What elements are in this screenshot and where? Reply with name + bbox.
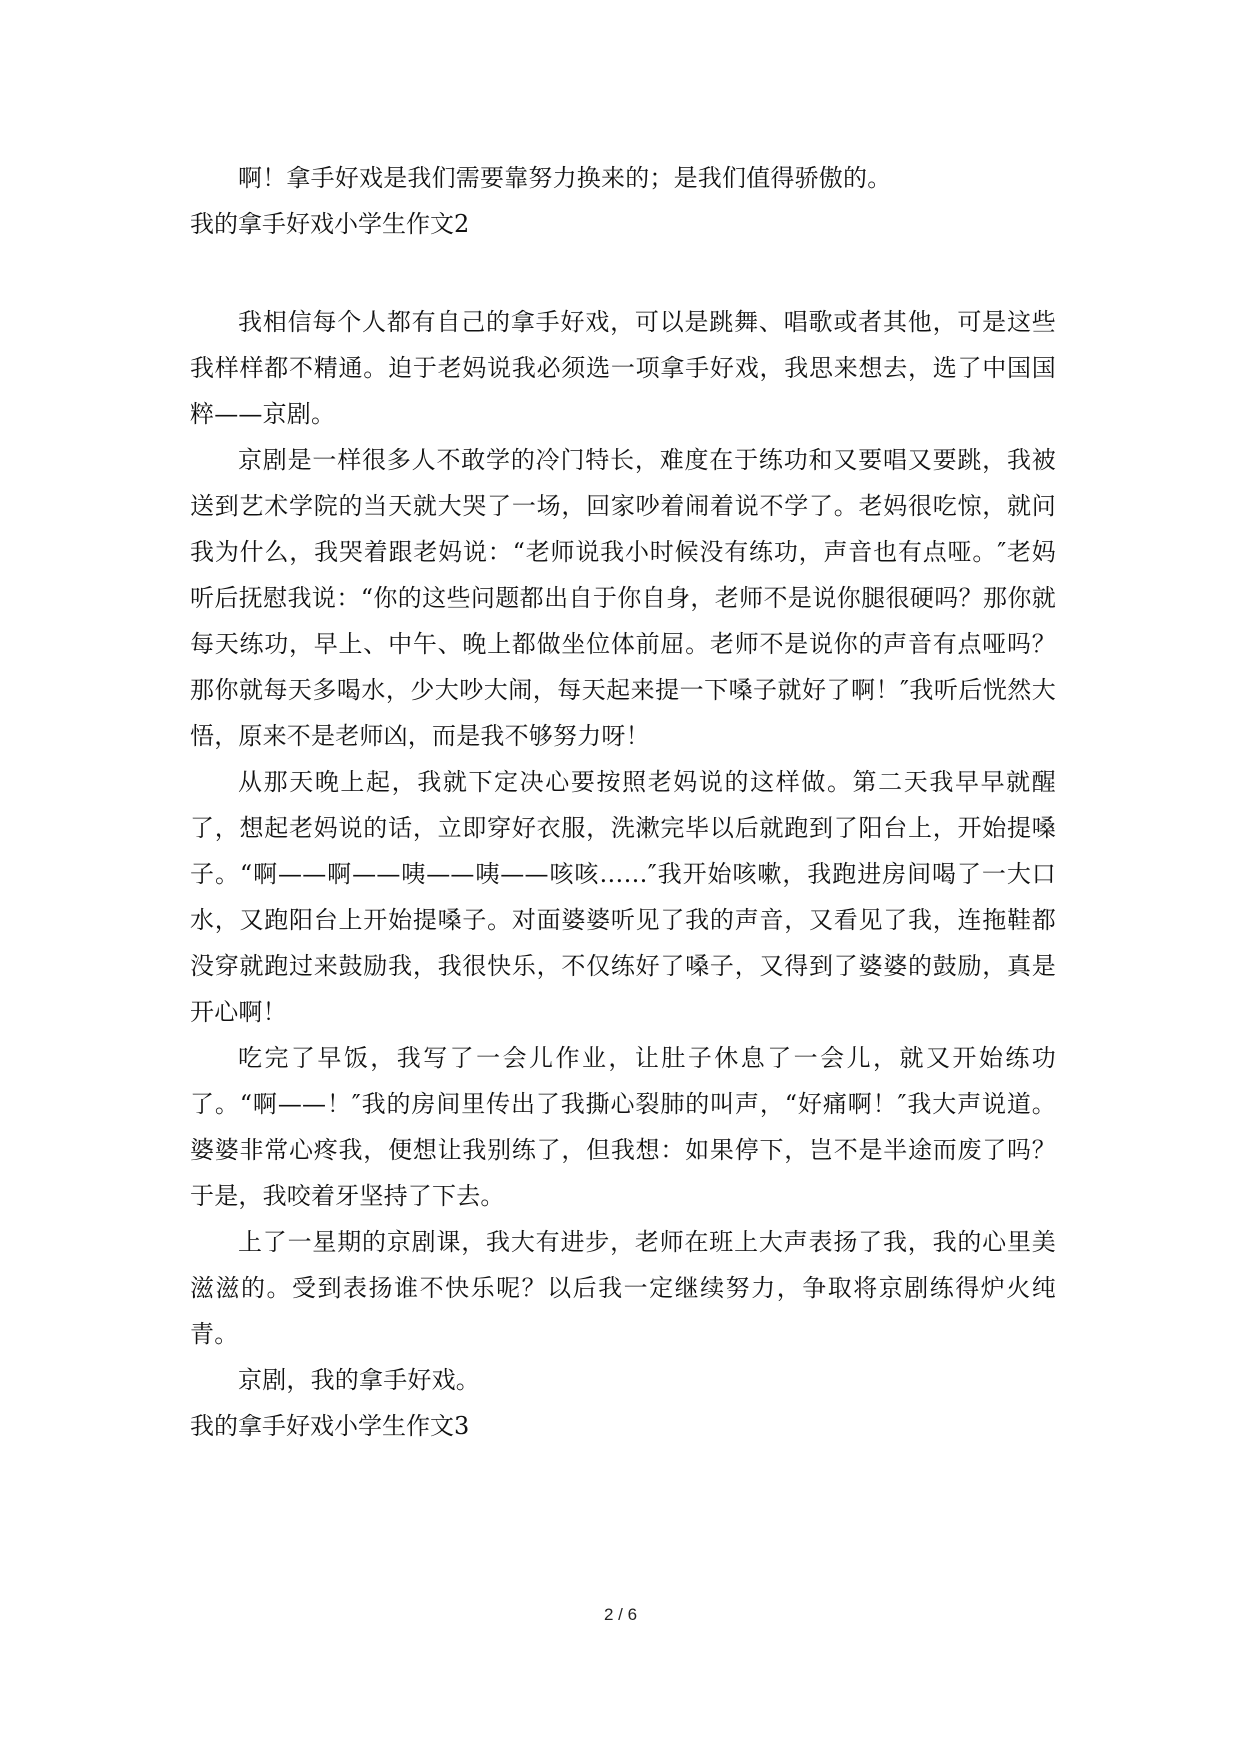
essay-3-heading: 我的拿手好戏小学生作文3 <box>190 1412 470 1440</box>
essay-paragraph: 京剧，我的拿手好戏。 <box>238 1366 480 1394</box>
document-body <box>190 155 1056 1449</box>
essay-paragraph: 从那天晚上起，我就下定决心要按照老妈说的这样做。第二天我早早就醒了，想起老妈说的话，立即穿好衣服，洗漱完毕以后就跑到了阳台上，开始提嗓子。“啊——啊——咦——咦——咳咳……″我开始咳嗽，我跑进房间喝了一大口水，又跑阳台上开始提嗓子。对面婆婆听见了我的声音，又看见了我，连拖鞋都没穿就跑过来鼓励我，我很快乐，不仅练好了嗓子，又得到了婆婆的鼓励，真是开心啊！ <box>190 768 1056 1026</box>
essay-paragraph: 京剧是一样很多人不敢学的冷门特长，难度在于练功和又要唱又要跳，我被送到艺术学院的当天就大哭了一场，回家吵着闹着说不学了。老妈很吃惊，就问我为什么，我哭着跟老妈说：“老师说我小时候没有练功，声音也有点哑。″老妈听后抚慰我说：“你的这些问题都出自于你自身，老师不是说你腿很硬吗？那你就每天练功，早上、中午、晚上都做坐位体前屈。老师不是说你的声音有点哑吗？那你就每天多喝水，少大吵大闹，每天起来提一下嗓子就好了啊！″我听后恍然大悟，原来不是老师凶，而是我不够努力呀！ <box>190 446 1056 750</box>
essay-paragraph: 上了一星期的京剧课，我大有进步，老师在班上大声表扬了我，我的心里美滋滋的。受到表扬谁不快乐呢？以后我一定继续努力，争取将京剧练得炉火纯青。 <box>190 1228 1056 1348</box>
essay-paragraph: 吃完了早饭，我写了一会儿作业，让肚子休息了一会儿，就又开始练功了。“啊——！″我的房间里传出了我撕心裂肺的叫声，“好痛啊！″我大声说道。婆婆非常心疼我，便想让我别练了，但我想：如果停下，岂不是半途而废了吗？于是，我咬着牙坚持了下去。 <box>190 1044 1056 1210</box>
opening-paragraph: 啊！拿手好戏是我们需要靠努力换来的；是我们值得骄傲的。 <box>238 164 892 192</box>
essay-paragraph: 我相信每个人都有自己的拿手好戏，可以是跳舞、唱歌或者其他，可是这些我样样都不精通。迫于老妈说我必须选一项拿手好戏，我思来想去，选了中国国粹——京剧。 <box>190 308 1056 428</box>
page-number: 2 / 6 <box>603 1605 638 1624</box>
blank-spacer <box>190 247 1056 299</box>
essay-2-heading: 我的拿手好戏小学生作文2 <box>190 210 470 238</box>
